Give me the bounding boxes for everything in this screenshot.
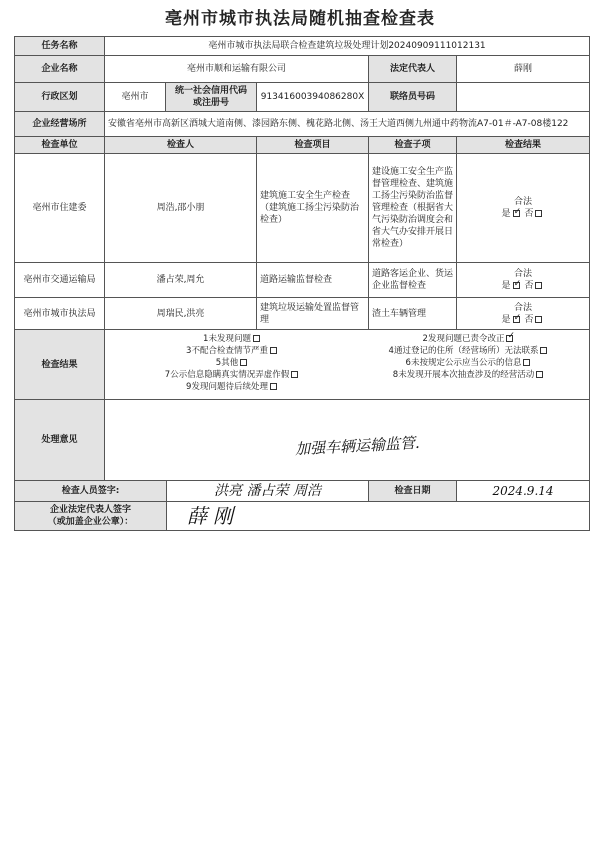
inspection-subitem: 道路客运企业、货运企业监督检查 — [368, 262, 457, 298]
result-option: 1未发现问题 — [111, 334, 354, 345]
inspection-result — [456, 262, 590, 298]
option-checkbox[interactable] — [270, 347, 277, 354]
company-name-value: 亳州市顺和运输有限公司 — [104, 55, 369, 83]
opinion-label: 处理意见 — [14, 399, 105, 481]
no-label: 否 — [524, 314, 534, 325]
inspection-inspectors: 周浩,邵小朋 — [104, 153, 257, 263]
legal-sign-area — [166, 501, 590, 531]
legal-rep-value: 薛刚 — [456, 55, 590, 83]
check-subitem-header: 检查子项 — [368, 136, 457, 154]
inspection-subitem: 渣土车辆管理 — [368, 297, 457, 330]
inspection-item: 道路运输监督检查 — [256, 262, 369, 298]
option-checkbox[interactable] — [291, 371, 298, 378]
option-checkbox[interactable] — [270, 383, 277, 390]
check-item-header: 检查项目 — [256, 136, 369, 154]
inspection-unit: 亳州市城市执法局 — [14, 297, 105, 330]
result-options-area — [104, 329, 590, 400]
yes-label: 是 — [501, 281, 511, 291]
opinion-handwriting: 加强车辆运输监管. — [294, 433, 420, 459]
result-option: 4通过登记的住所（经营场所）无法联系 — [354, 346, 584, 357]
credit-code-label — [165, 82, 257, 112]
yes-checkbox[interactable] — [513, 210, 520, 217]
no-label: 否 — [524, 281, 534, 291]
legal-signature: 薛刚 — [187, 504, 239, 528]
contact-label: 联络员号码 — [368, 82, 457, 112]
result-options — [502, 208, 545, 220]
result-option: 6未按规定公示应当公示的信息 — [354, 358, 584, 369]
no-label: 否 — [524, 209, 534, 219]
check-date-handwriting: 2024.9.14 — [492, 484, 554, 498]
result-option: 2发现问题已责令改正✓ — [354, 334, 584, 345]
form-title: 亳州市城市执法局随机抽查检查表 — [165, 9, 435, 29]
result-options — [502, 314, 545, 326]
contact-value — [456, 82, 590, 112]
yes-checkbox[interactable] — [513, 282, 520, 289]
option-checkbox[interactable] — [253, 335, 260, 342]
region-label: 行政区划 — [14, 82, 105, 112]
result-options — [502, 280, 545, 292]
check-result-header: 检查结果 — [456, 136, 590, 154]
result-section-label: 检查结果 — [14, 329, 105, 400]
check-unit-header: 检查单位 — [14, 136, 105, 154]
check-date-label: 检查日期 — [368, 480, 457, 502]
result-option: 3不配合检查情节严重 — [111, 346, 354, 357]
task-name-value: 亳州市城市执法局联合检查建筑垃圾处理计划20240909111012131 — [104, 36, 590, 56]
inspection-result — [456, 153, 590, 263]
result-legal-label: 合法 — [513, 197, 532, 207]
result-option: 5其他 — [111, 358, 354, 369]
inspector-signatures: 洪亮 潘占荣 周浩 — [214, 483, 321, 499]
address-value: 安徽省亳州市高新区酒城大道南侧、漆园路东侧、槐花路北侧、汤王大道西侧九州通中药物流A7-01＃-A7-08楼122 — [104, 111, 590, 137]
no-checkbox[interactable] — [535, 316, 542, 323]
result-option: 8未发现开展本次抽查涉及的经营活动 — [354, 370, 584, 381]
opinion-area — [104, 399, 590, 481]
inspection-item: 建筑垃圾运输处置监督管理 — [256, 297, 369, 330]
option-checkbox[interactable] — [240, 359, 247, 366]
credit-code-label-text: 统一社会信用代码 或注册号 — [174, 86, 247, 108]
yes-label: 是 — [501, 314, 511, 325]
region-value: 亳州市 — [104, 82, 166, 112]
inspector-sign-area — [166, 480, 369, 502]
inspection-subitem: 建设施工安全生产监督管理检查、建筑施工扬尘污染防治监督管理检查（根据省大气污染防治调度会和省大气办安排开展日常检查） — [368, 153, 457, 263]
yes-checkbox[interactable] — [513, 316, 520, 323]
inspection-unit: 亳州市住建委 — [14, 153, 105, 263]
option-checkbox[interactable] — [536, 371, 543, 378]
company-name-label: 企业名称 — [14, 55, 105, 83]
result-option: 7公示信息隐瞒真实情况弄虚作假 — [111, 370, 354, 381]
task-name-label: 任务名称 — [14, 36, 105, 56]
address-label: 企业经营场所 — [14, 111, 105, 137]
no-checkbox[interactable] — [535, 282, 542, 289]
option-checkbox[interactable] — [506, 335, 513, 342]
legal-sign-label-text: 企业法定代表人签字 （或加盖企业公章）： — [47, 505, 134, 527]
legal-sign-label — [14, 501, 167, 531]
legal-rep-label: 法定代表人 — [368, 55, 457, 83]
yes-label: 是 — [501, 209, 511, 219]
inspector-sign-label: 检查人员签字: — [14, 480, 167, 502]
inspection-inspectors: 潘占荣,周允 — [104, 262, 257, 298]
inspection-inspectors: 周瑞民,洪亮 — [104, 297, 257, 330]
option-checkbox[interactable] — [540, 347, 547, 354]
inspection-result — [456, 297, 590, 330]
credit-code-value: 91341600394086280X — [256, 82, 369, 112]
result-legal-label: 合法 — [513, 302, 532, 313]
inspector-header: 检查人 — [104, 136, 257, 154]
inspection-unit: 亳州市交通运输局 — [14, 262, 105, 298]
result-legal-label: 合法 — [513, 269, 532, 279]
result-option: 9发现问题待后续处理 — [111, 382, 354, 393]
option-checkbox[interactable] — [523, 359, 530, 366]
check-date-area — [456, 480, 590, 502]
no-checkbox[interactable] — [535, 210, 542, 217]
inspection-item: 建筑施工安全生产检查（建筑施工扬尘污染防治检查） — [256, 153, 369, 263]
